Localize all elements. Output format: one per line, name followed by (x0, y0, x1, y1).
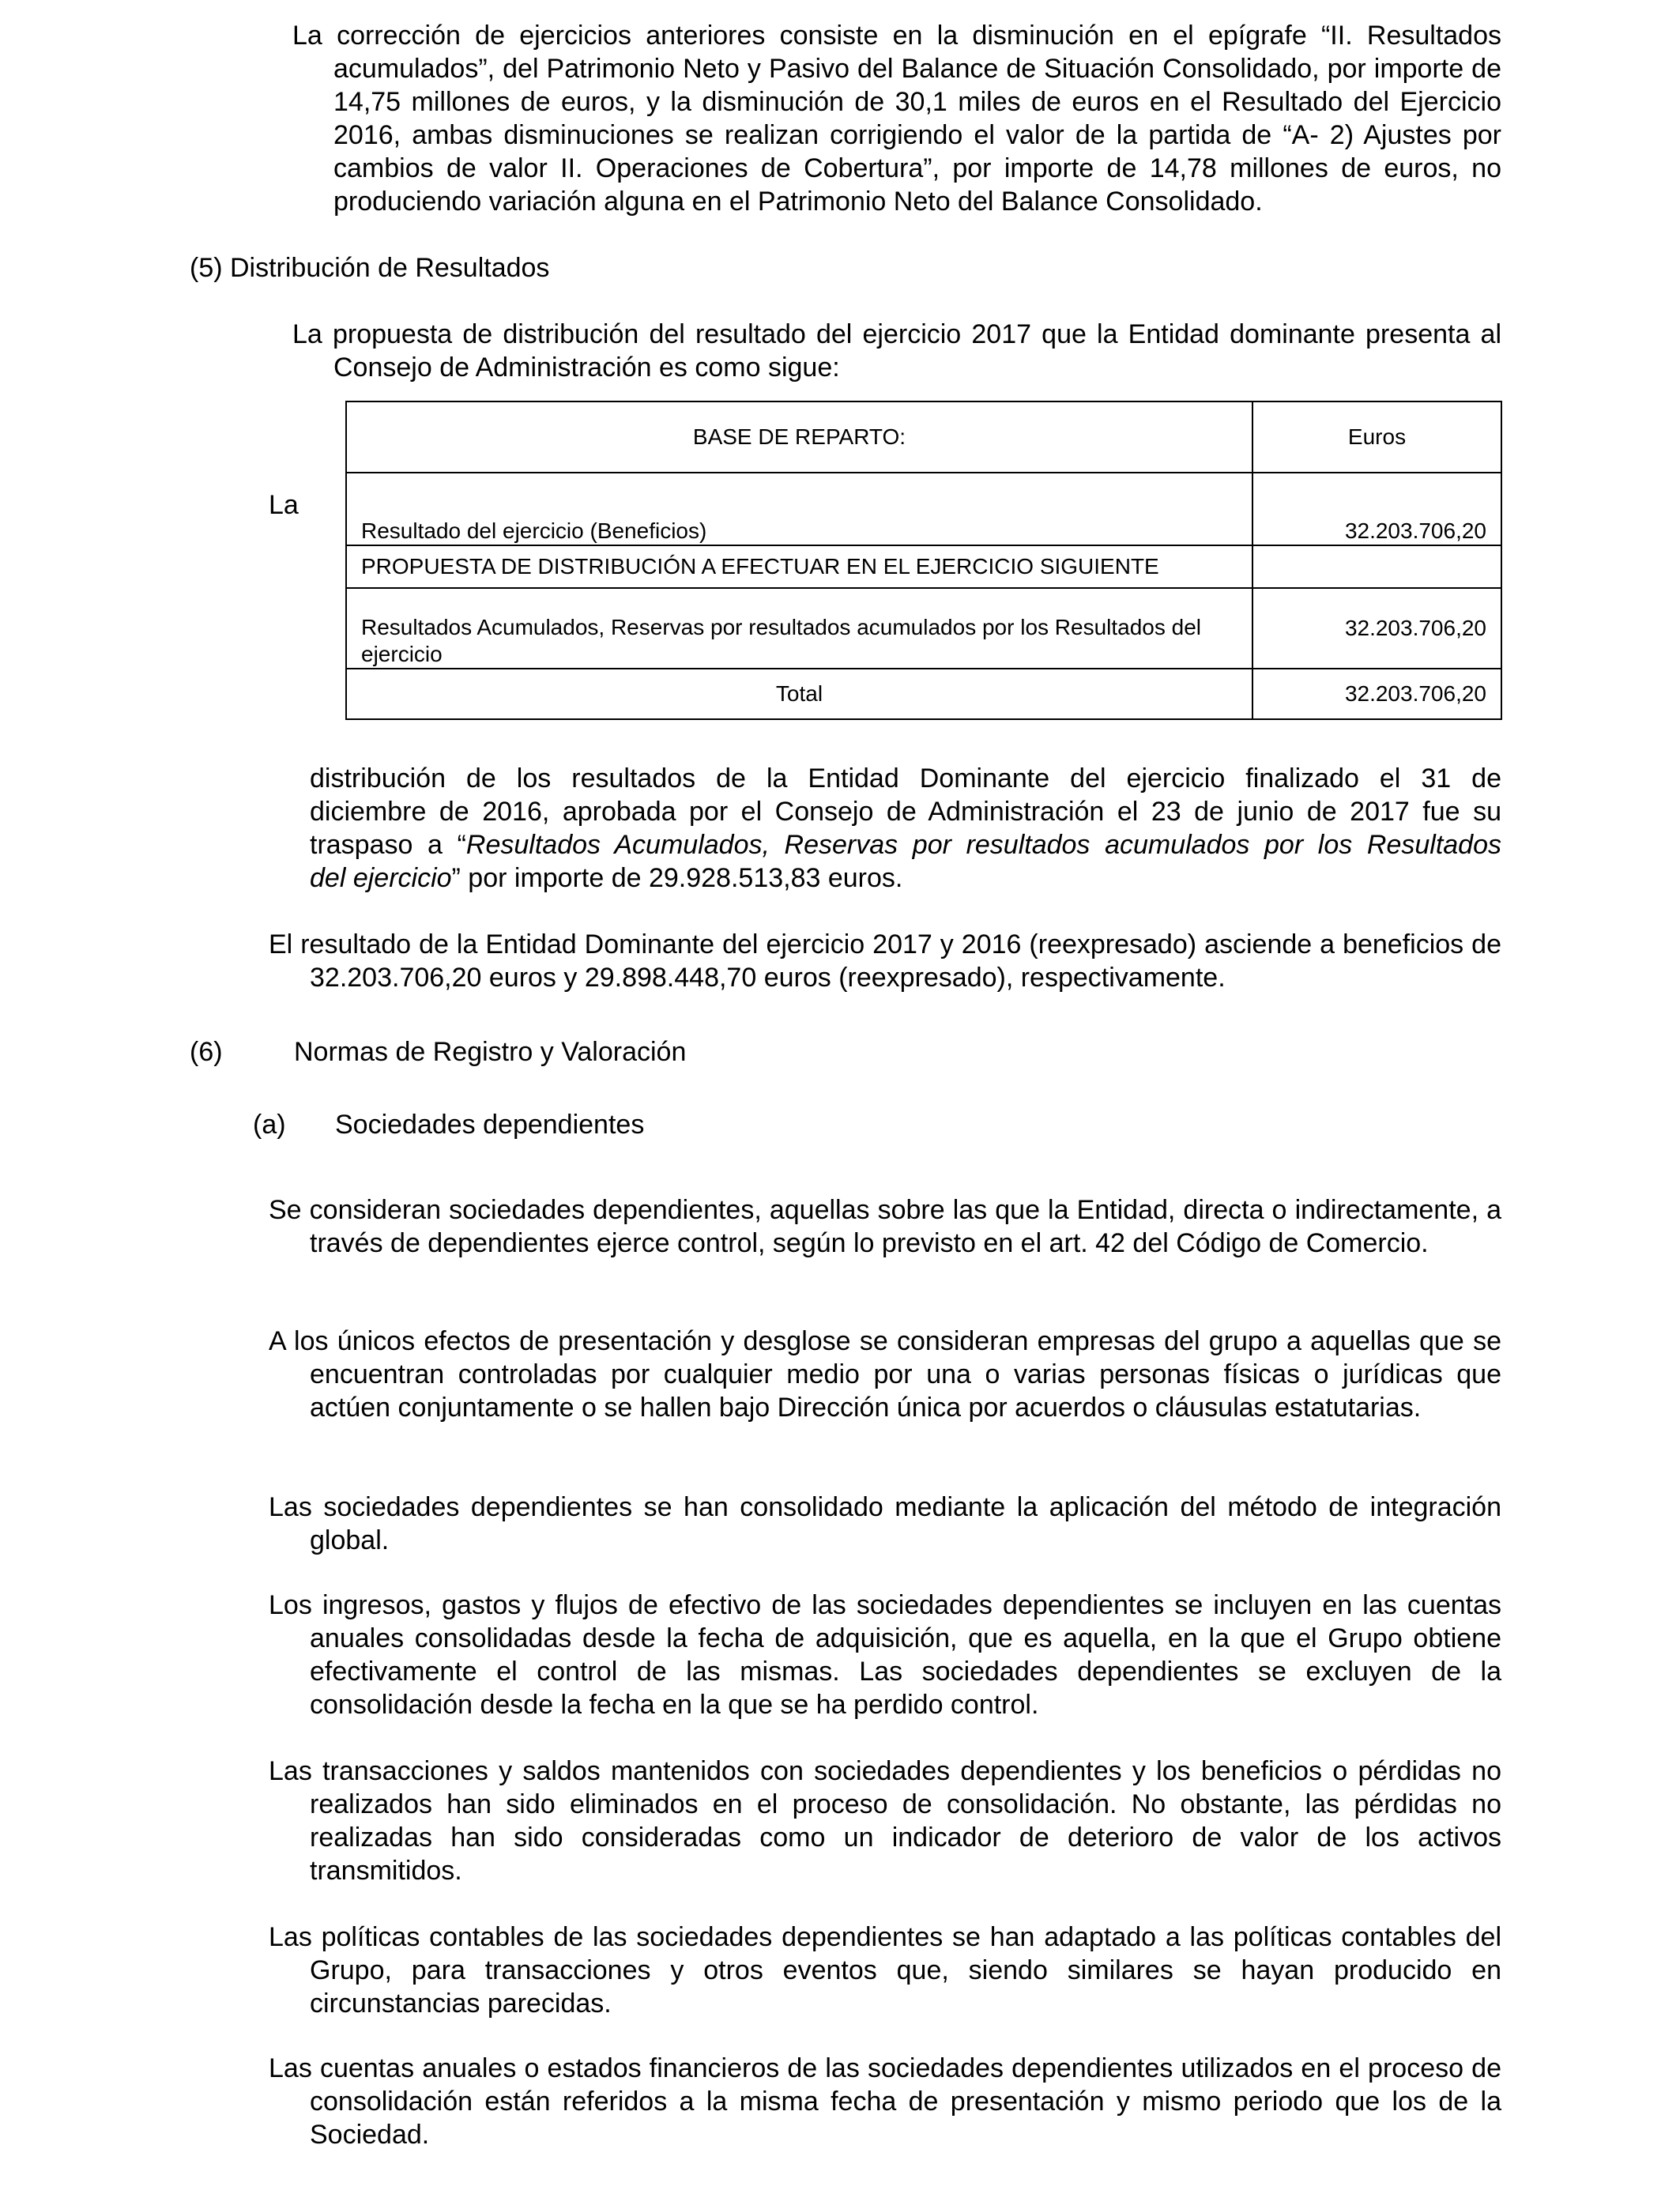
row-value (1252, 545, 1501, 588)
paragraph-distribucion-2016: distribución de los resultados de la Entidad Dominante del ejercicio finalizado el 31 de diciembre de 2016, aprobada por el Consejo de Administración el 23 de junio de 2017 fue su traspaso a “Resultados Acumulados, Reservas por resultados acumulados por los Resultados del ejercicio” por importe de 29.928.513,83 euros. (310, 763, 1501, 893)
row-label: PROPUESTA DE DISTRIBUCIÓN A EFECTUAR EN EL EJERCICIO SIGUIENTE (346, 545, 1252, 588)
header-base-reparto: BASE DE REPARTO: (346, 401, 1252, 473)
row-value: 32.203.706,20 (1252, 588, 1501, 669)
section-heading-6-title: Normas de Registro y Valoración (294, 1037, 687, 1067)
paragraph-3: Las sociedades dependientes se han consolidado mediante la aplicación del método de integración global. (269, 1492, 1501, 1555)
paragraph-4: Los ingresos, gastos y flujos de efectivo de las sociedades dependientes se incluyen en las cuentas anuales consolidadas desde la fecha de adquisición, que es aquella, en la que el Grupo obtiene efectivamente el control de las mismas. Las sociedades dependientes se excluyen de la consolidación desde la fecha en la que se ha perdido control. (269, 1590, 1502, 1720)
paragraph-5: Las transacciones y saldos mantenidos con sociedades dependientes y los beneficios o pérdidas no realizados han sido eliminados en el proceso de consolidación. No obstante, las pérdidas no realizadas han sido consideradas como un indicador de deterioro de valor de los activos transmitidos. (269, 1756, 1501, 1886)
row-label: Resultado del ejercicio (Beneficios) (346, 473, 1252, 545)
paragraph-correccion: La corrección de ejercicios anteriores consiste en la disminución en el epígrafe “II. Resultados acumulados”, del Patrimonio Neto y Pasivo del Balance de Situación Consolidado, por importe de 14,75 millones de euros, y la disminución de 30,1 miles de euros en el Resultado del Ejercicio 2016, ambas disminuciones se realizan corrigiendo el valor de la partida de “A- 2) Ajustes por cambios de valor II. Operaciones de Cobertura”, por importe de 14,78 millones de euros, no produciendo variación alguna en el Patrimonio Neto del Balance Consolidado. (292, 21, 1501, 217)
table-row (346, 588, 1501, 669)
paragraph-6: Las políticas contables de las sociedades dependientes se han adaptado a las políticas contables del Grupo, para transacciones y otros eventos que, siendo similares se hayan producido en circunstancias parecidas. (269, 1922, 1501, 2019)
paragraph-2: A los únicos efectos de presentación y desglose se consideran empresas del grupo a aquellas que se encuentran controladas por cualquier medio por una o varias personas físicas o jurídicas que actúen conjuntamente o se hallen bajo Dirección única por acuerdos o cláusulas estatutarias. (269, 1326, 1501, 1423)
section-heading-6-number: (6) (190, 1037, 223, 1067)
distribution-table (345, 401, 1502, 720)
table-total-row (346, 669, 1501, 719)
row-label: Resultados Acumulados, Reservas por resultados acumulados por los Resultados del ejercicio (346, 588, 1252, 669)
subsection-heading-a-title: Sociedades dependientes (335, 1110, 645, 1140)
stray-text-la: La (269, 490, 299, 520)
row-value: 32.203.706,20 (1252, 473, 1501, 545)
paragraph-1: Se consideran sociedades dependientes, aquellas sobre las que la Entidad, directa o indirectamente, a través de dependientes ejerce control, según lo previsto en el art. 42 del Código de Comercio. (269, 1195, 1502, 1258)
paragraph-propuesta: La propuesta de distribución del resultado del ejercicio 2017 que la Entidad dominante presenta al Consejo de Administración es como sigue: (292, 319, 1501, 383)
header-euros: Euros (1252, 401, 1501, 473)
total-label: Total (346, 669, 1252, 719)
section-heading-5: (5) Distribución de Resultados (190, 253, 550, 283)
table-header-row (346, 401, 1501, 473)
subsection-heading-a-number: (a) (253, 1110, 286, 1140)
paragraph-7: Las cuentas anuales o estados financieros de las sociedades dependientes utilizados en el proceso de consolidación están referidos a la misma fecha de presentación y mismo periodo que los de la Sociedad. (269, 2053, 1501, 2150)
table-row (346, 545, 1501, 588)
table-row (346, 473, 1501, 545)
total-value: 32.203.706,20 (1252, 669, 1501, 719)
paragraph-resultado: El resultado de la Entidad Dominante del ejercicio 2017 y 2016 (reexpresado) asciende a beneficios de 32.203.706,20 euros y 29.898.448,70 euros (reexpresado), respectivamente. (269, 929, 1501, 993)
